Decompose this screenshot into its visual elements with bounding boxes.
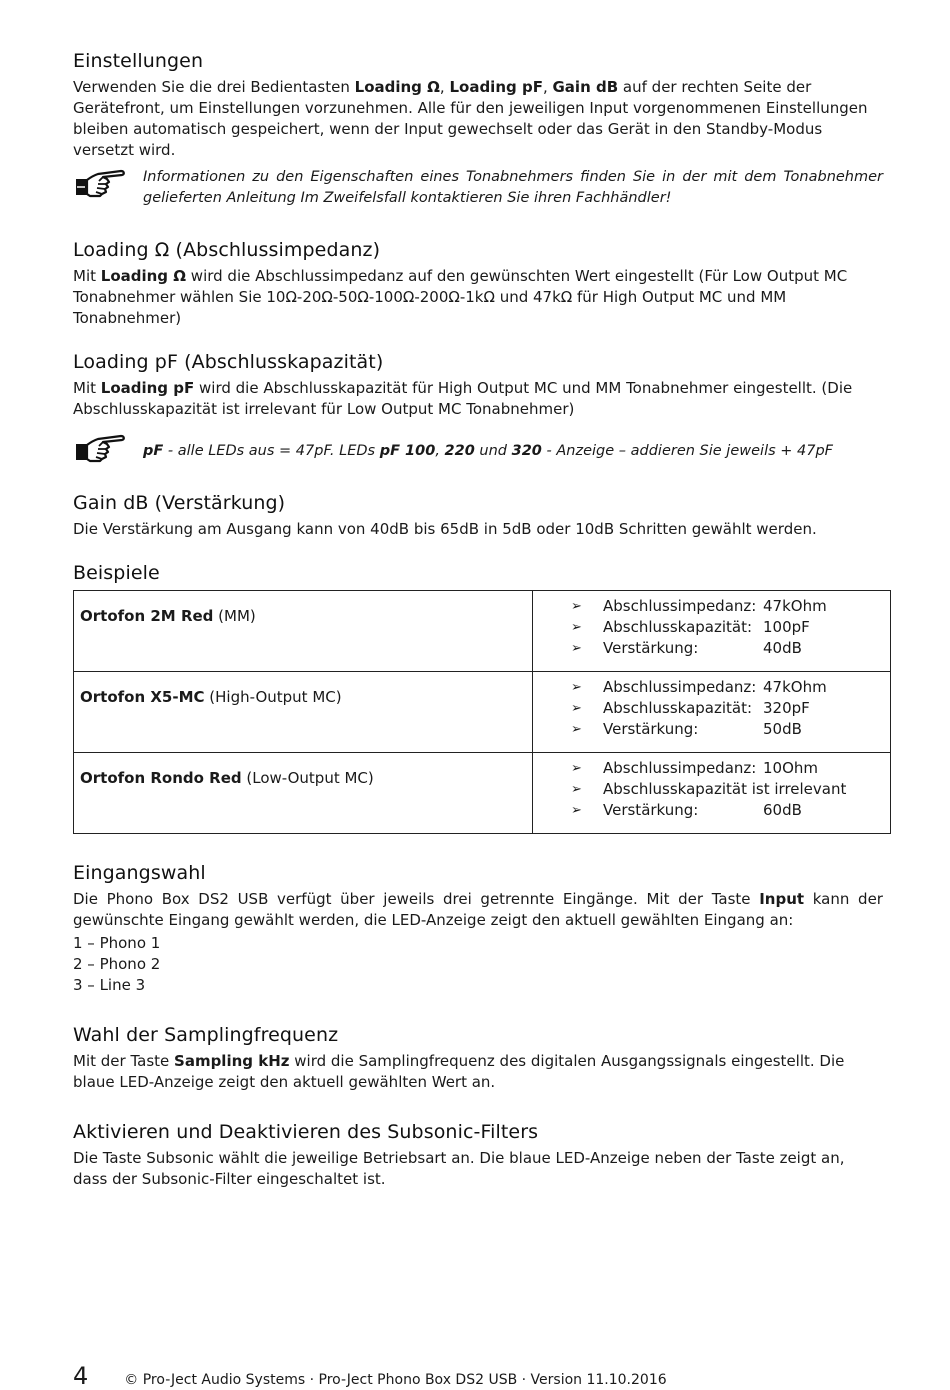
arrow-bullet-icon: ➢	[571, 599, 582, 614]
key-sampling: Sampling kHz	[174, 1052, 290, 1070]
cartridge-type: (Low-Output MC)	[241, 769, 374, 787]
settings-section	[73, 50, 883, 209]
subsonic-title: Aktivieren und Deaktivieren des Subsonic-Filters	[73, 1121, 539, 1143]
spec-item: ➢ Abschlusskapazität: 320pF	[571, 699, 810, 717]
loading-pf-title: Loading pF (Abschlusskapazität)	[73, 351, 384, 373]
table-row	[74, 753, 891, 834]
settings-intro: Verwenden Sie die drei Bedientasten Loading Ω, Loading pF, Gain dB auf der rechten Seite der Gerätefront, um Einstellungen vorzunehmen. Alle für den jeweiligen Input vorgenommenen Einstellungen bleiben automatisch gespeichert, wenn der Input gewechselt oder das Gerät in den Standby-Modus versetzt wird.	[73, 78, 868, 159]
key-loading-pf: Loading pF	[100, 379, 195, 397]
settings-note-text: Informationen zu den Eigenschaften eines Tonabnehmers finden Sie in der mit dem Tonabnehmer gelieferten Anleitung Im Zweifelsfall kontaktieren Sie ihren Fachhändler!	[143, 169, 883, 206]
gain-section	[73, 492, 883, 540]
spec-item: ➢ Verstärkung: 60dB	[571, 801, 802, 819]
page-footer	[73, 1362, 667, 1390]
loading-pf-note	[73, 432, 883, 470]
cartridge-name: Ortofon Rondo Red	[80, 769, 242, 787]
arrow-bullet-icon: ➢	[571, 782, 582, 797]
spec-item: ➢ Verstärkung: 40dB	[571, 639, 802, 657]
spec-item: ➢ Abschlussimpedanz: 47kOhm	[571, 597, 827, 615]
loading-ohm-title: Loading Ω (Abschlussimpedanz)	[73, 239, 381, 261]
loading-pf-text: Mit Loading pF wird die Abschlusskapazität für High Output MC und MM Tonabnehmer eingestellt. (Die Abschlusskapazität ist irrelevant für Low Output MC Tonabnehmer)	[73, 379, 853, 418]
examples-table	[73, 590, 891, 834]
input-section	[73, 862, 883, 996]
pointing-hand-icon	[73, 430, 129, 470]
spec-cell	[533, 591, 891, 672]
page-number: 4	[73, 1362, 89, 1390]
sampling-title: Wahl der Samplingfrequenz	[73, 1024, 339, 1046]
input-text: Die Phono Box DS2 USB verfügt über jeweils drei getrennte Eingänge. Mit der Taste Input kann der gewünschte Eingang gewählt werden, die LED-Anzeige zeigt den aktuell gewählten Eingang an:	[73, 890, 883, 929]
list-item: 2 – Phono 2	[73, 955, 161, 973]
cartridge-cell	[74, 591, 533, 672]
input-title: Eingangswahl	[73, 862, 206, 884]
loading-pf-section	[73, 351, 883, 470]
key-input: Input	[759, 890, 805, 908]
spec-item: ➢ Verstärkung: 50dB	[571, 720, 802, 738]
loading-pf-note-text: pF - alle LEDs aus = 47pF. LEDs pF 100, 220 und 320 - Anzeige – addieren Sie jeweils + 47pF	[143, 442, 834, 459]
arrow-bullet-icon: ➢	[571, 701, 582, 716]
spec-item: ➢ Abschlussimpedanz: 10Ohm	[571, 759, 819, 777]
spec-item: ➢ Abschlusskapazität ist irrelevant	[571, 780, 847, 798]
key-loading-ohm: Loading Ω	[354, 78, 440, 96]
arrow-bullet-icon: ➢	[571, 641, 582, 656]
subsonic-text: Die Taste Subsonic wählt die jeweilige Betriebsart an. Die blaue LED-Anzeige neben der Taste zeigt an, dass der Subsonic-Filter eingeschaltet ist.	[73, 1149, 845, 1188]
table-row	[74, 672, 891, 753]
table-row	[74, 591, 891, 672]
loading-ohm-section	[73, 239, 883, 329]
key-gain-db: Gain dB	[552, 78, 619, 96]
examples-title: Beispiele	[73, 562, 160, 584]
subsonic-section	[73, 1121, 883, 1190]
sampling-text: Mit der Taste Sampling kHz wird die Samplingfrequenz des digitalen Ausgangssignals eingestellt. Die blaue LED-Anzeige zeigt den aktuell gewählten Wert an.	[73, 1052, 845, 1091]
gain-title: Gain dB (Verstärkung)	[73, 492, 286, 514]
spec-cell	[533, 672, 891, 753]
manual-page	[73, 50, 883, 1212]
arrow-bullet-icon: ➢	[571, 722, 582, 737]
spec-item: ➢ Abschlussimpedanz: 47kOhm	[571, 678, 827, 696]
spec-cell	[533, 753, 891, 834]
cartridge-cell	[74, 753, 533, 834]
cartridge-type: (MM)	[213, 607, 256, 625]
pointing-hand-icon	[73, 165, 129, 205]
arrow-bullet-icon: ➢	[571, 761, 582, 776]
settings-note	[73, 167, 883, 209]
examples-section	[73, 562, 883, 834]
spec-item: ➢ Abschlusskapazität: 100pF	[571, 618, 810, 636]
settings-title: Einstellungen	[73, 50, 204, 72]
key-loading-ohm: Loading Ω	[100, 267, 187, 285]
arrow-bullet-icon: ➢	[571, 620, 582, 635]
key-loading-pf: Loading pF	[449, 78, 543, 96]
gain-text: Die Verstärkung am Ausgang kann von 40dB bis 65dB in 5dB oder 10dB Schritten gewählt werden.	[73, 520, 817, 538]
loading-ohm-text: Mit Loading Ω wird die Abschlussimpedanz auf den gewünschten Wert eingestellt (Für Low Output MC Tonabnehmer wählen Sie 10Ω-20Ω-50Ω-100Ω-200Ω-1kΩ und 47kΩ für High Output MC und MM Tonabnehmer)	[73, 267, 848, 327]
list-item: 1 – Phono 1	[73, 934, 161, 952]
cartridge-name: Ortofon 2M Red	[80, 607, 214, 625]
arrow-bullet-icon: ➢	[571, 680, 582, 695]
cartridge-cell	[74, 672, 533, 753]
cartridge-type: (High-Output MC)	[204, 688, 342, 706]
list-item: 3 – Line 3	[73, 976, 146, 994]
footer-text: © Pro-Ject Audio Systems · Pro-Ject Phono Box DS2 USB · Version 11.10.2016	[124, 1372, 667, 1388]
arrow-bullet-icon: ➢	[571, 803, 582, 818]
sampling-section	[73, 1024, 883, 1093]
cartridge-name: Ortofon X5-MC	[80, 688, 205, 706]
